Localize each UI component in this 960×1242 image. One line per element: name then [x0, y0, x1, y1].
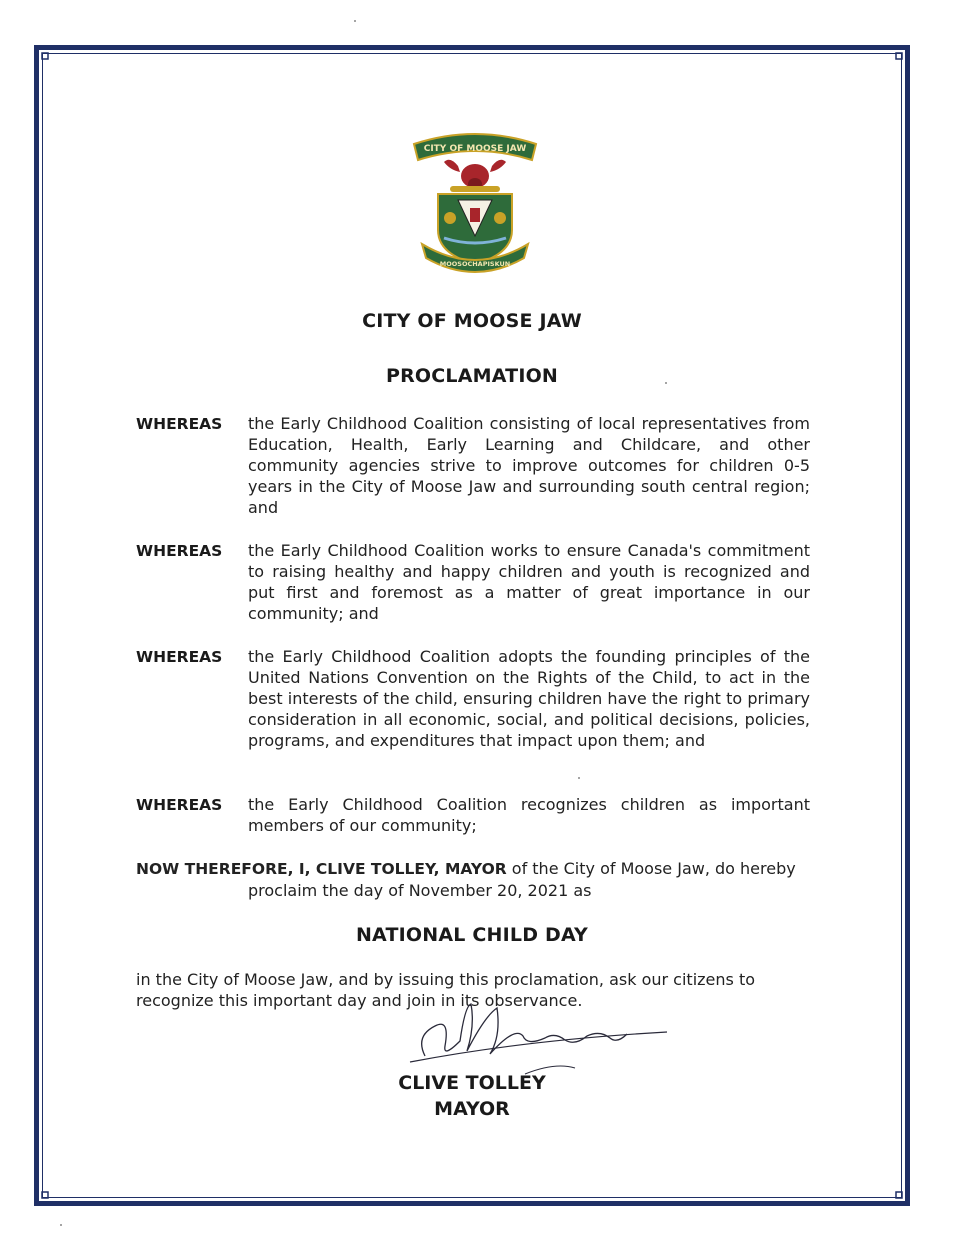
- crest-banner-top-text: CITY OF MOOSE JAW: [423, 144, 527, 154]
- signatory-title: MAYOR: [434, 1098, 510, 1120]
- whereas-text: the Early Childhood Coalition adopts the founding principles of the United Nations Convention on the Rights of the Child, to act in the best interests of the child, ensuring children have the right to primary consideration in all economic, social, and political decisions, policies, programs, and expenditures that impact upon them; and: [248, 647, 810, 750]
- whereas-text: the Early Childhood Coalition consisting of local representatives from Education, Health, Early Learning and Childcare, and other community agencies strive to improve outcomes for children 0-5 years in the City of Moose Jaw and surrounding south central region; and: [248, 414, 810, 517]
- whereas-label: WHEREAS: [136, 796, 223, 814]
- city-crest-logo: [410, 126, 540, 274]
- corner-ornament-top-left: [36, 47, 54, 65]
- whereas-label: WHEREAS: [136, 415, 223, 433]
- scan-speck: [60, 1224, 62, 1226]
- corner-ornament-bottom-right: [890, 1186, 908, 1204]
- scan-speck: [354, 20, 356, 22]
- corner-ornament-bottom-left: [36, 1186, 54, 1204]
- whereas-label: WHEREAS: [136, 648, 223, 666]
- signatory-name: CLIVE TOLLEY: [398, 1072, 546, 1094]
- now-therefore-lead: NOW THEREFORE, I, CLIVE TOLLEY, MAYOR: [136, 860, 507, 878]
- closing-paragraph: in the City of Moose Jaw, and by issuing this proclamation, ask our citizens to recognize this important day and join in its observance.: [136, 970, 756, 1010]
- mayor-signature: [405, 996, 675, 1076]
- national-child-day-title: NATIONAL CHILD DAY: [355, 924, 589, 946]
- scan-speck: [665, 382, 667, 384]
- whereas-text: the Early Childhood Coalition recognizes children as important members of our community;: [248, 795, 810, 835]
- now-therefore-line2: proclaim the day of November 20, 2021 as: [248, 881, 592, 900]
- crest-banner-bottom-text: MOOSOCHAPISKUN: [439, 260, 511, 268]
- crest-icon: [410, 126, 540, 274]
- scan-speck: [578, 777, 580, 779]
- proclamation-title: PROCLAMATION: [385, 365, 559, 387]
- now-therefore-paragraph: [136, 858, 811, 901]
- now-therefore-rest: of the City of Moose Jaw, do hereby: [506, 859, 796, 878]
- whereas-label: WHEREAS: [136, 542, 223, 560]
- city-title: CITY OF MOOSE JAW: [362, 310, 582, 332]
- whereas-text: the Early Childhood Coalition works to ensure Canada's commitment to raising healthy and happy children and youth is recognized and put first and foremost as a matter of great importance in our community; and: [248, 541, 810, 623]
- corner-ornament-top-right: [890, 47, 908, 65]
